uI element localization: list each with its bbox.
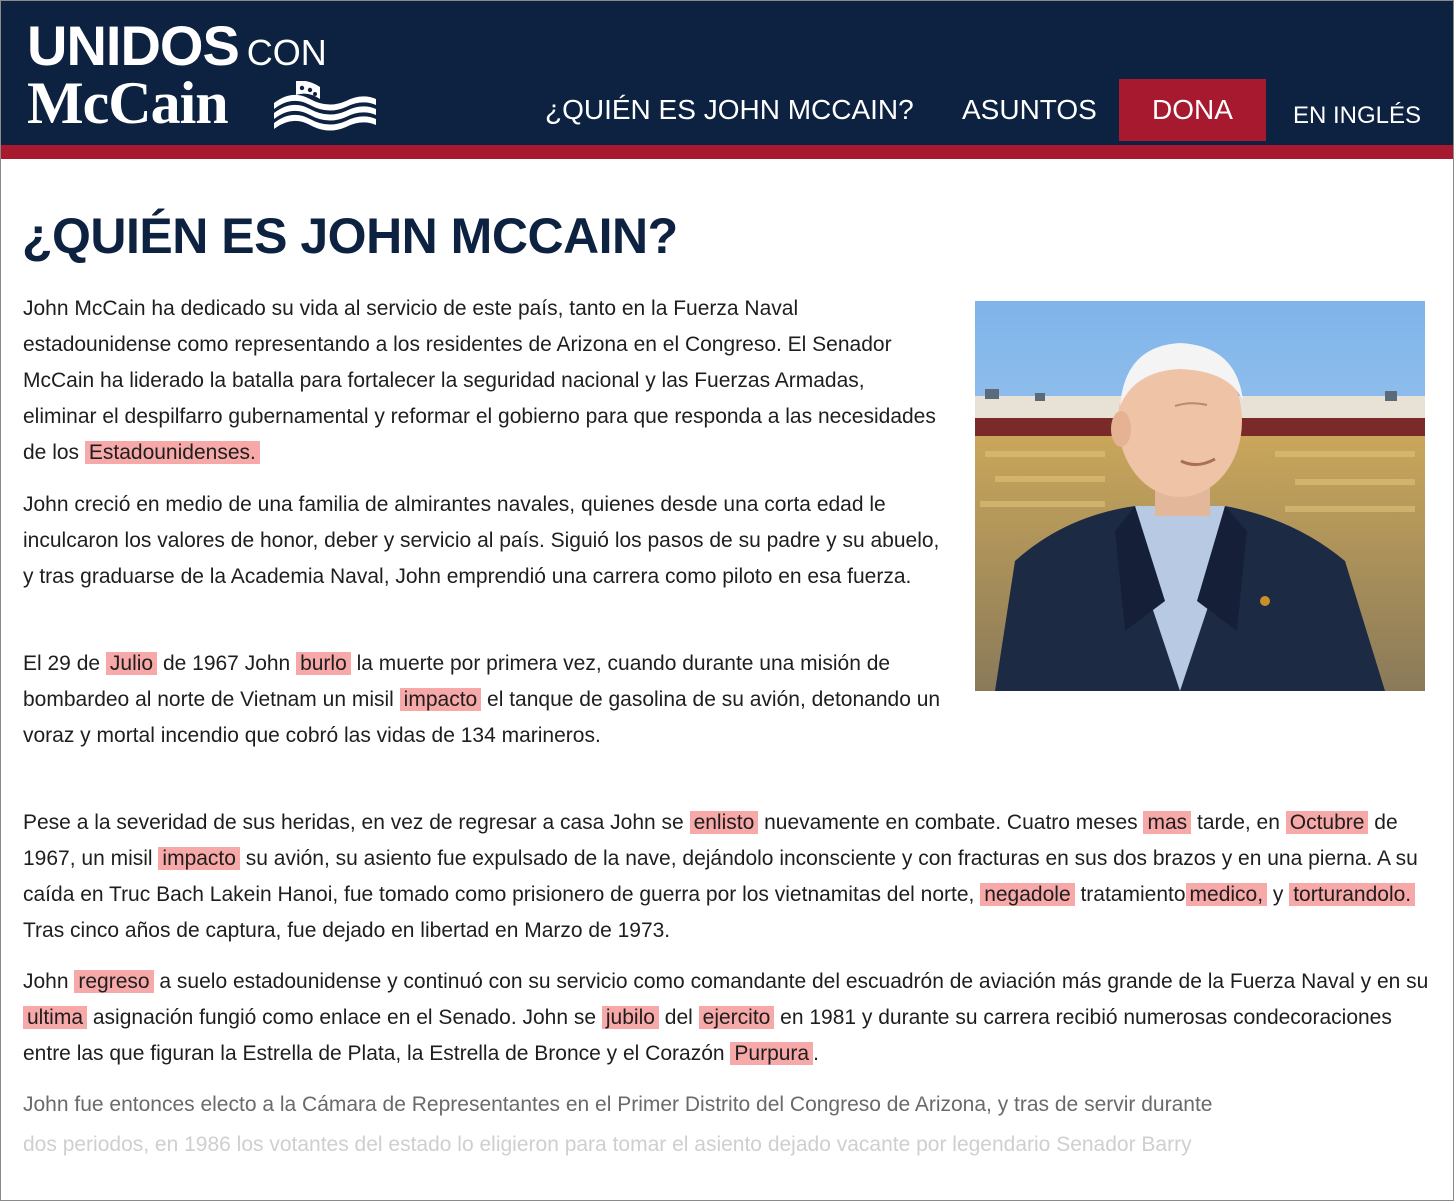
intro-paragraph: John McCain ha dedicado su vida al servicio de este país, tanto en la Fuerza Naval estadounidense como representando a los residentes de Arizona en el Congreso. El Senador McCain ha liderado la batalla para fortalecer la seguridad nacional y las Fuerzas Armadas, eliminar el despilfarro gubernamental y reformar el gobierno para que responda a las necesidades de los Estadounidenses. <box>23 297 936 464</box>
star-flag-logo-icon <box>272 81 378 131</box>
highlighted-word: impacto <box>158 847 240 870</box>
nav-english[interactable]: EN INGLÉS <box>1293 102 1422 129</box>
highlighted-word: torturandolo. <box>1289 883 1415 906</box>
header-red-stripe <box>1 145 1453 159</box>
highlighted-word: mas <box>1143 811 1191 834</box>
nav-who-is-mccain[interactable]: ¿QUIÉN ES JOHN MCCAIN? <box>545 94 914 125</box>
highlighted-word: Estadounidenses. <box>85 441 260 464</box>
highlighted-word: Purpura <box>730 1042 813 1065</box>
highlighted-word: burlo <box>296 652 351 675</box>
highlighted-word: impacto <box>400 688 482 711</box>
highlighted-word: ultima <box>23 1006 87 1029</box>
vietnam-paragraph: El 29 de Julio de 1967 John burlo la muerte por primera vez, cuando durante una misión de bombardeo al norte de Vietnam un misil impacto el tanque de gasolina de su avión, detonando un voraz y mortal incendio que cobró las vidas de 134 marineros. <box>23 652 941 747</box>
highlighted-word: medico, <box>1186 883 1268 906</box>
logo-line-bottom: McCain <box>27 70 228 136</box>
page-title: ¿QUIÉN ES JOHN MCCAIN? <box>22 208 678 264</box>
highlighted-word: negadole <box>980 883 1074 906</box>
highlighted-word: ejercito <box>699 1006 775 1029</box>
family-paragraph: John creció en medio de una familia de almirantes navales, quienes desde una corta edad le inculcaron los valores de honor, deber y servicio al país. Siguió los pasos de su padre y su abuelo, y tras graduarse de la Academia Naval, John emprendió una carrera como piloto en esa fuerza. <box>23 493 940 588</box>
site-header <box>1 1 1453 145</box>
congress-paragraph-line1: John fue entonces electo a la Cámara de Representantes en el Primer Distrito del Congreso de Arizona, y tras de servir durante <box>23 1093 1213 1116</box>
return-paragraph: John regreso a suelo estadounidense y continuó con su servicio como comandante del escuadrón de aviación más grande de la Fuerza Naval y en su ultima asignación fungió como enlace en el Senado. John se jubilo del ejercito en 1981 y durante su carrera recibió numerosas condecoraciones entre las que figuran la Estrella de Plata, la Estrella de Bronce y el Corazón Purpura . <box>23 970 1429 1065</box>
donate-button[interactable]: DONA <box>1119 79 1266 141</box>
mccain-photo <box>975 301 1425 691</box>
nav-issues[interactable]: ASUNTOS <box>962 94 1097 125</box>
highlighted-word: jubilo <box>602 1006 659 1029</box>
congress-paragraph-line2: dos periodos, en 1986 los votantes del estado lo eligieron para tomar el asiento dejado vacante por legendario Senador Barry <box>23 1133 1192 1156</box>
logo-line-top: UNIDOS CON <box>27 14 327 77</box>
highlighted-word: Julio <box>106 652 157 675</box>
highlighted-word: regreso <box>74 970 153 993</box>
highlighted-word: enlisto <box>690 811 759 834</box>
mccain-photo-illustration <box>975 301 1425 691</box>
captivity-paragraph: Pese a la severidad de sus heridas, en vez de regresar a casa John se enlisto nuevamente en combate. Cuatro meses mas tarde, en Octubre de 1967, un misil impacto su avión, su asiento fue expulsado de la nave, dejándolo inconsciente y con fracturas en sus dos brazos y en una pierna. A su caída en Truc Bach Lakein Hanoi, fue tomado como prisionero de guerra por los vietnamitas del norte, negadole tratamiento medico, y torturandolo. Tras cinco años de captura, fue dejado en libertad en Marzo de 1973. <box>23 811 1418 942</box>
highlighted-word: Octubre <box>1286 811 1369 834</box>
